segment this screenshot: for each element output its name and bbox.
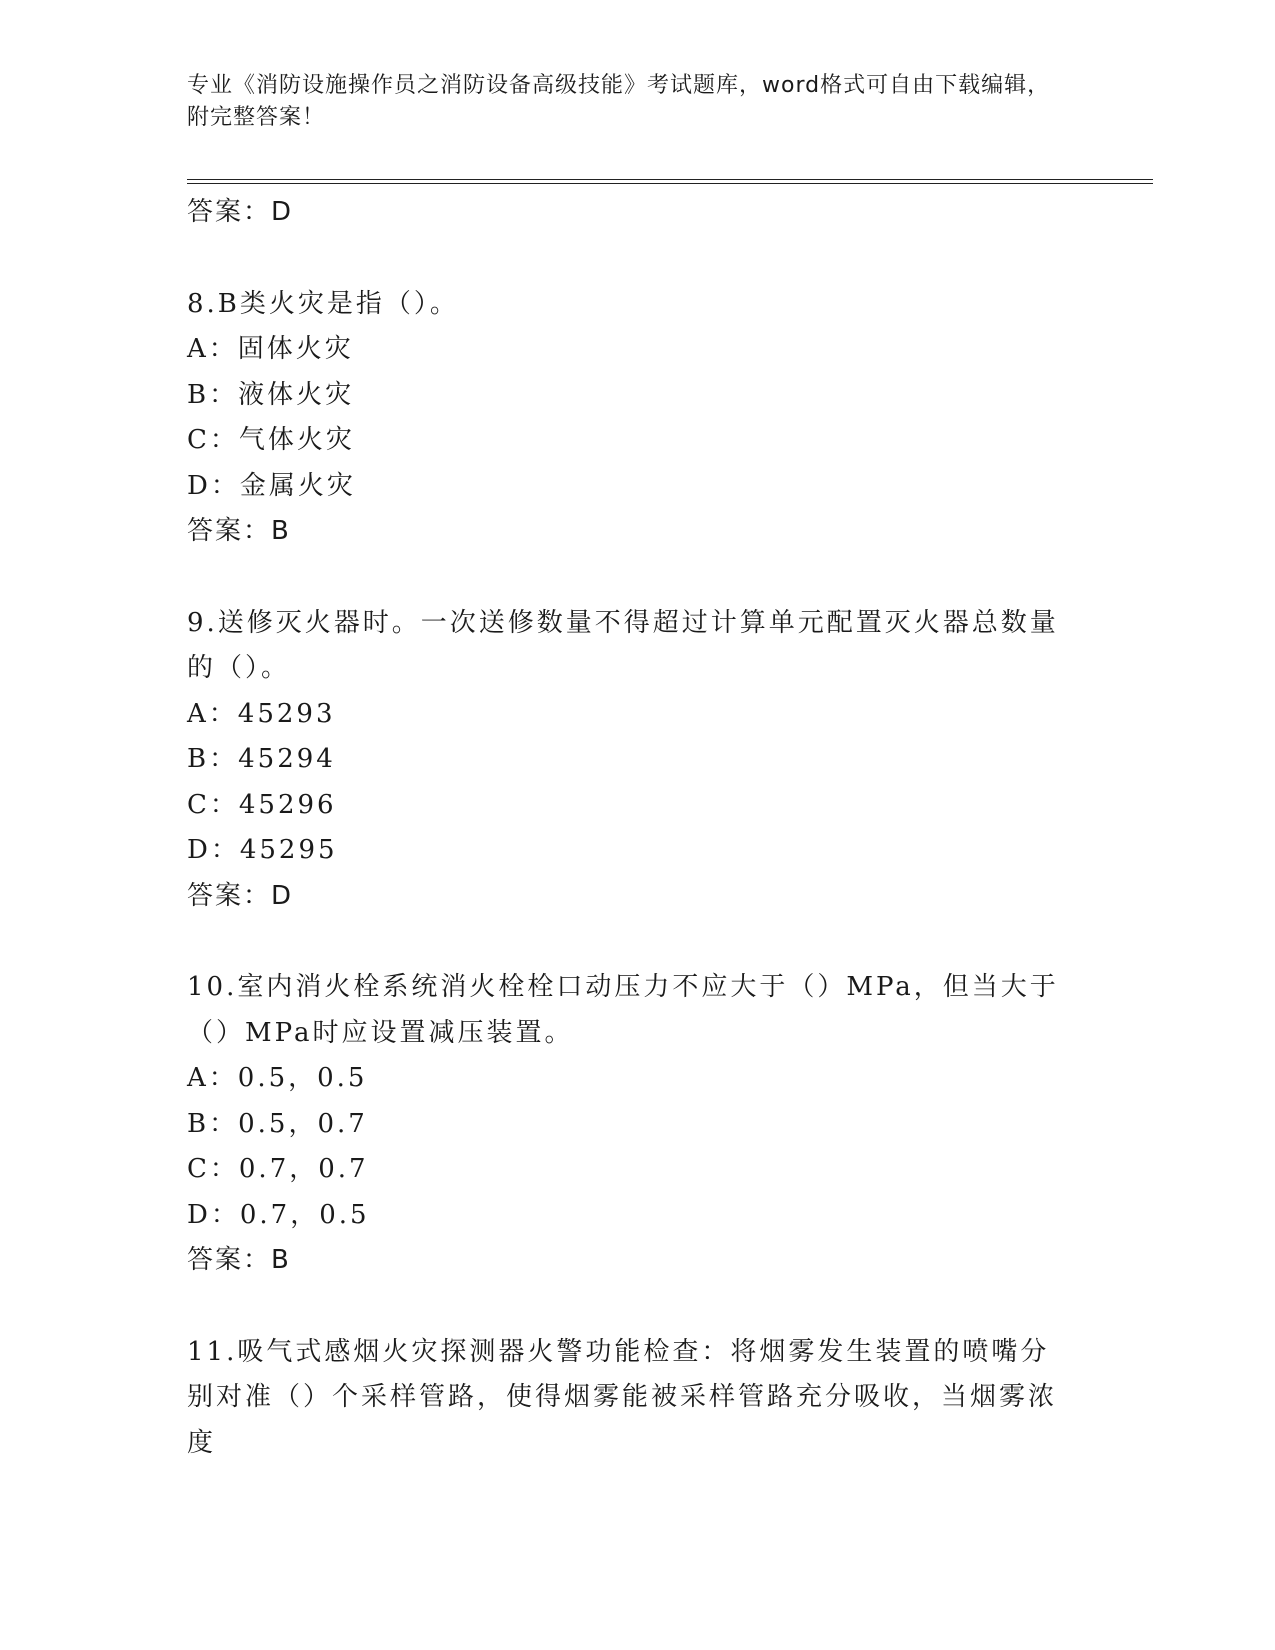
option-a: A：固体火灾 bbox=[187, 334, 354, 364]
option-a: A：0.5，0.5 bbox=[187, 1063, 368, 1093]
question-text: 11.吸气式感烟火灾探测器火警功能检查：将烟雾发生装置的喷嘴分别对准（）个采样管路，使得烟雾能被采样管路充分吸收，当烟雾浓度 bbox=[187, 1336, 1058, 1458]
option-b: B：液体火灾 bbox=[187, 379, 355, 410]
option-d: D：45295 bbox=[187, 835, 338, 865]
document-header: 专业《消防设施操作员之消防设备高级技能》考试题库，word格式可自由下载编辑，附完整答案！ bbox=[187, 73, 1051, 130]
previous-answer: 答案：D bbox=[187, 197, 294, 227]
header-divider-bottom bbox=[187, 183, 1153, 184]
question-11 bbox=[187, 1330, 1067, 1467]
question-8 bbox=[187, 282, 1067, 555]
question-text: 10.室内消火栓系统消火栓栓口动压力不应大于（）MPa，但当大于（）MPa时应设置减压装置。 bbox=[187, 972, 1059, 1048]
answer: 答案：D bbox=[187, 880, 294, 911]
question-9 bbox=[187, 601, 1067, 920]
option-c: C：45296 bbox=[187, 789, 337, 820]
option-b: B：0.5，0.7 bbox=[187, 1108, 368, 1139]
option-c: C：气体火灾 bbox=[187, 425, 355, 455]
page-content bbox=[187, 190, 1067, 1466]
option-a: A：45293 bbox=[187, 698, 336, 729]
answer: 答案：B bbox=[187, 516, 291, 546]
question-10 bbox=[187, 965, 1067, 1284]
header-divider-top bbox=[187, 179, 1153, 180]
option-d: D：金属火灾 bbox=[187, 470, 356, 501]
option-c: C：0.7，0.7 bbox=[187, 1154, 369, 1184]
option-b: B：45294 bbox=[187, 744, 336, 774]
question-text: 9.送修灭火器时。一次送修数量不得超过计算单元配置灭火器总数量的（）。 bbox=[187, 607, 1059, 683]
question-text: 8.B类火灾是指（）。 bbox=[187, 288, 459, 319]
option-d: D：0.7，0.5 bbox=[187, 1199, 370, 1230]
answer: 答案：B bbox=[187, 1245, 291, 1275]
